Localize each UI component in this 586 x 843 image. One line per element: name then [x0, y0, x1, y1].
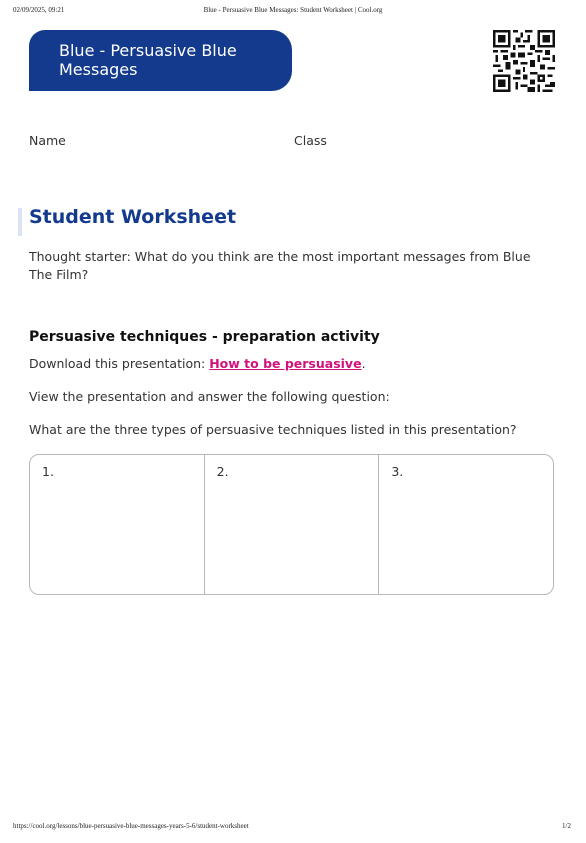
worksheet-title: Student Worksheet	[29, 206, 237, 228]
answer-number: 3.	[391, 464, 404, 479]
answer-number: 1.	[42, 464, 54, 479]
print-url: https://cool.org/lessons/blue-persuasive-blue-messages-years-5-6/student-worksheet	[13, 822, 249, 830]
download-suffix: .	[361, 356, 366, 371]
answer-cell-3[interactable]	[378, 455, 553, 594]
name-field-label: Name	[29, 133, 66, 148]
qr-code-icon	[493, 30, 555, 92]
answer-cell-1[interactable]	[30, 455, 204, 594]
print-header	[0, 6, 586, 16]
question-text: What are the three types of persuasive techniques listed in this presentation?	[29, 422, 517, 437]
class-field-label: Class	[294, 133, 327, 148]
view-instruction: View the presentation and answer the following question:	[29, 389, 390, 404]
page-number: 1/2	[562, 822, 571, 830]
thought-starter: Thought starter: What do you think are the most important messages from Blue The Film?	[29, 249, 531, 282]
download-prefix: Download this presentation:	[29, 356, 210, 371]
lesson-banner	[29, 30, 292, 91]
section-accent-bar	[18, 208, 22, 236]
answer-number: 2.	[216, 464, 229, 479]
lesson-title: Blue - Persuasive Blue Messages	[59, 41, 237, 79]
activity-title: Persuasive techniques - preparation activity	[29, 329, 380, 345]
answer-table	[29, 454, 554, 595]
print-page-title: Blue - Persuasive Blue Messages: Student Worksheet | Cool.org	[203, 6, 383, 14]
print-datetime: 02/09/2025, 09:21	[13, 6, 65, 14]
answer-cell-2[interactable]	[204, 455, 379, 594]
presentation-link[interactable]: How to be persuasive	[209, 356, 362, 371]
download-instruction	[29, 355, 549, 373]
print-footer	[0, 822, 586, 832]
